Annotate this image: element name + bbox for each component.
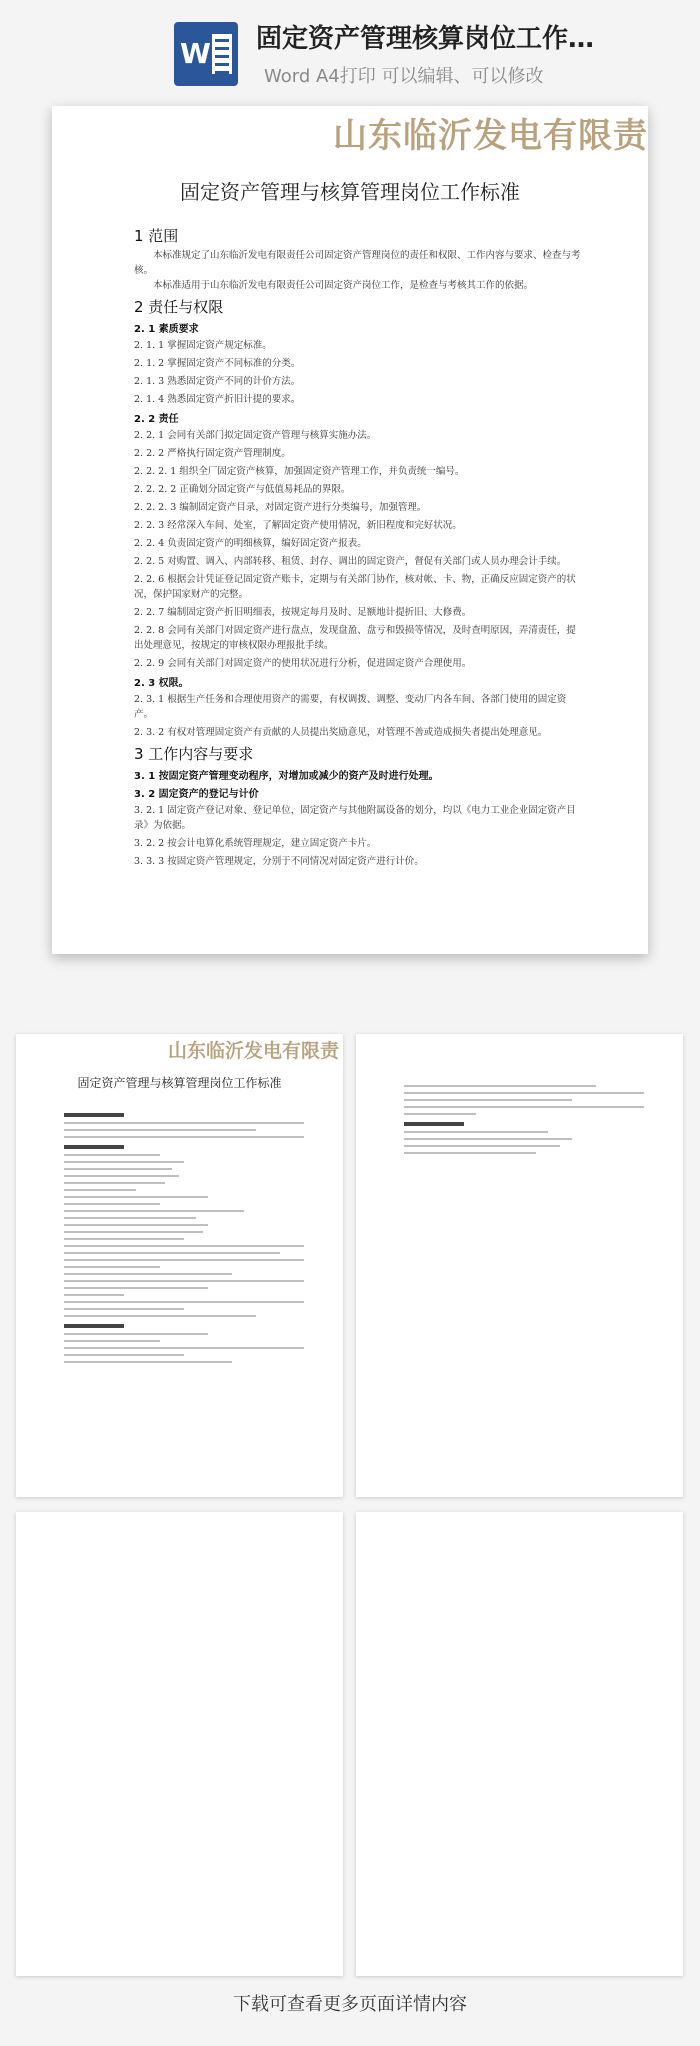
list-item: 2. 1. 1 掌握固定资产规定标准。 (134, 340, 272, 351)
list-item: 2. 2. 8 会同有关部门对固定资产进行盘点，发现盘盈、盘亏和毁损等情况，及时查明原因，弄清责任，提出处理意见，按规定的审核权限办理报批手续。 (134, 625, 576, 651)
list-item: 2. 2. 3 经常深入车间、处室，了解固定资产使用情况，新旧程度和完好状况。 (134, 520, 462, 531)
document-title: 固定资产管理与核算管理岗位工作标准 (180, 180, 520, 204)
thumbnail-page-1[interactable] (16, 1034, 343, 1497)
list-item: 2. 3. 1 根据生产任务和合理使用资产的需要，有权调拨、调整、变动厂内各车间、各部门使用的固定资产。 (134, 694, 567, 720)
list-item: 3. 3. 3 按固定资产管理规定，分别于不同情况对固定资产进行计价。 (134, 856, 424, 867)
paragraph: 本标准适用于山东临沂发电有限责任公司固定资产岗位工作，是检查与考核其工作的依据。 (153, 280, 534, 291)
page-title: 固定资产管理核算岗位工作… (256, 24, 595, 54)
list-item: 2. 3. 2 有权对管理固定资产有贡献的人员提出奖励意见，对管理不善或造成损失者提出处理意见。 (134, 727, 548, 738)
subsection-heading: 2. 2 责任 (134, 414, 179, 425)
section-heading: 1 范围 (134, 227, 179, 245)
section-heading: 3 工作内容与要求 (134, 745, 254, 763)
thumbnail-text-lines (404, 1080, 644, 1159)
list-item: 2. 2. 1 会同有关部门拟定固定资产管理与核算实施办法。 (134, 430, 377, 441)
subsection-heading: 2. 1 素质要求 (134, 324, 199, 335)
document-body (134, 222, 584, 872)
subsection-heading: 3. 1 按固定资产管理变动程序，对增加或减少的资产及时进行处理。 (134, 771, 439, 782)
thumbnail-page-2[interactable] (356, 1034, 683, 1497)
header (0, 0, 700, 104)
footer-note: 下载可查看更多页面详情内容 (233, 1994, 467, 2015)
thumbnail-stamp: 山东临沂发电有限责 (167, 1040, 339, 1062)
paragraph: 本标准规定了山东临沂发电有限责任公司固定资产管理岗位的责任和权限、工作内容与要求、检查与考核。 (134, 250, 581, 276)
list-item: 2. 2. 4 负责固定资产的明细核算，编好固定资产报表。 (134, 538, 367, 549)
thumbnail-text-lines (64, 1106, 304, 1368)
list-item: 3. 2. 2 按会计电算化系统管理规定，建立固定资产卡片。 (134, 838, 377, 849)
thumbnail-page-4[interactable] (356, 1512, 683, 1976)
list-item: 2. 2. 2 严格执行固定资产管理制度。 (134, 448, 291, 459)
list-item: 2. 1. 4 熟悉固定资产折旧计提的要求。 (134, 394, 301, 405)
document-preview (52, 106, 648, 954)
list-item: 3. 2. 1 固定资产登记对象、登记单位，固定资产与其他附属设备的划分，均以《电力工业企业固定资产目录》为依据。 (134, 805, 576, 831)
list-item: 2. 1. 2 掌握固定资产不同标准的分类。 (134, 358, 301, 369)
page-subtitle: Word A4打印 可以编辑、可以修改 (264, 66, 544, 87)
company-stamp: 山东临沂发电有限责 (333, 116, 648, 156)
list-item: 2. 2. 6 根据会计凭证登记固定资产账卡，定期与有关部门协作，核对帐、卡、物，正确反应固定资产的状况，保护国家财产的完整。 (134, 574, 576, 600)
list-item: 2. 2. 2. 3 编制固定资产目录，对固定资产进行分类编号，加强管理。 (134, 502, 427, 513)
list-item: 2. 1. 3 熟悉固定资产不同的计价方法。 (134, 376, 301, 387)
list-item: 2. 2. 2. 1 组织全厂固定资产核算，加强固定资产管理工作，并负责统一编号。 (134, 466, 465, 477)
list-item: 2. 2. 9 会同有关部门对固定资产的使用状况进行分析，促进固定资产合理使用。 (134, 658, 472, 669)
list-item: 2. 2. 2. 2 正确划分固定资产与低值易耗品的界限。 (134, 484, 351, 495)
subsection-heading: 2. 3 权限。 (134, 678, 189, 689)
thumbnail-page-3[interactable] (16, 1512, 343, 1976)
list-item: 2. 2. 7 编制固定资产折旧明细表，按规定每月及时、足额地计提折旧、大修费。 (134, 607, 472, 618)
section-heading: 2 责任与权限 (134, 298, 224, 316)
thumbnail-title: 固定资产管理与核算管理岗位工作标准 (77, 1076, 282, 1090)
subsection-heading: 3. 2 固定资产的登记与计价 (134, 789, 259, 800)
list-item: 2. 2. 5 对购置、调入、内部转移、租赁、封存、调出的固定资产，督促有关部门或人员办理会计手续。 (134, 556, 567, 567)
word-icon: W (174, 22, 238, 86)
